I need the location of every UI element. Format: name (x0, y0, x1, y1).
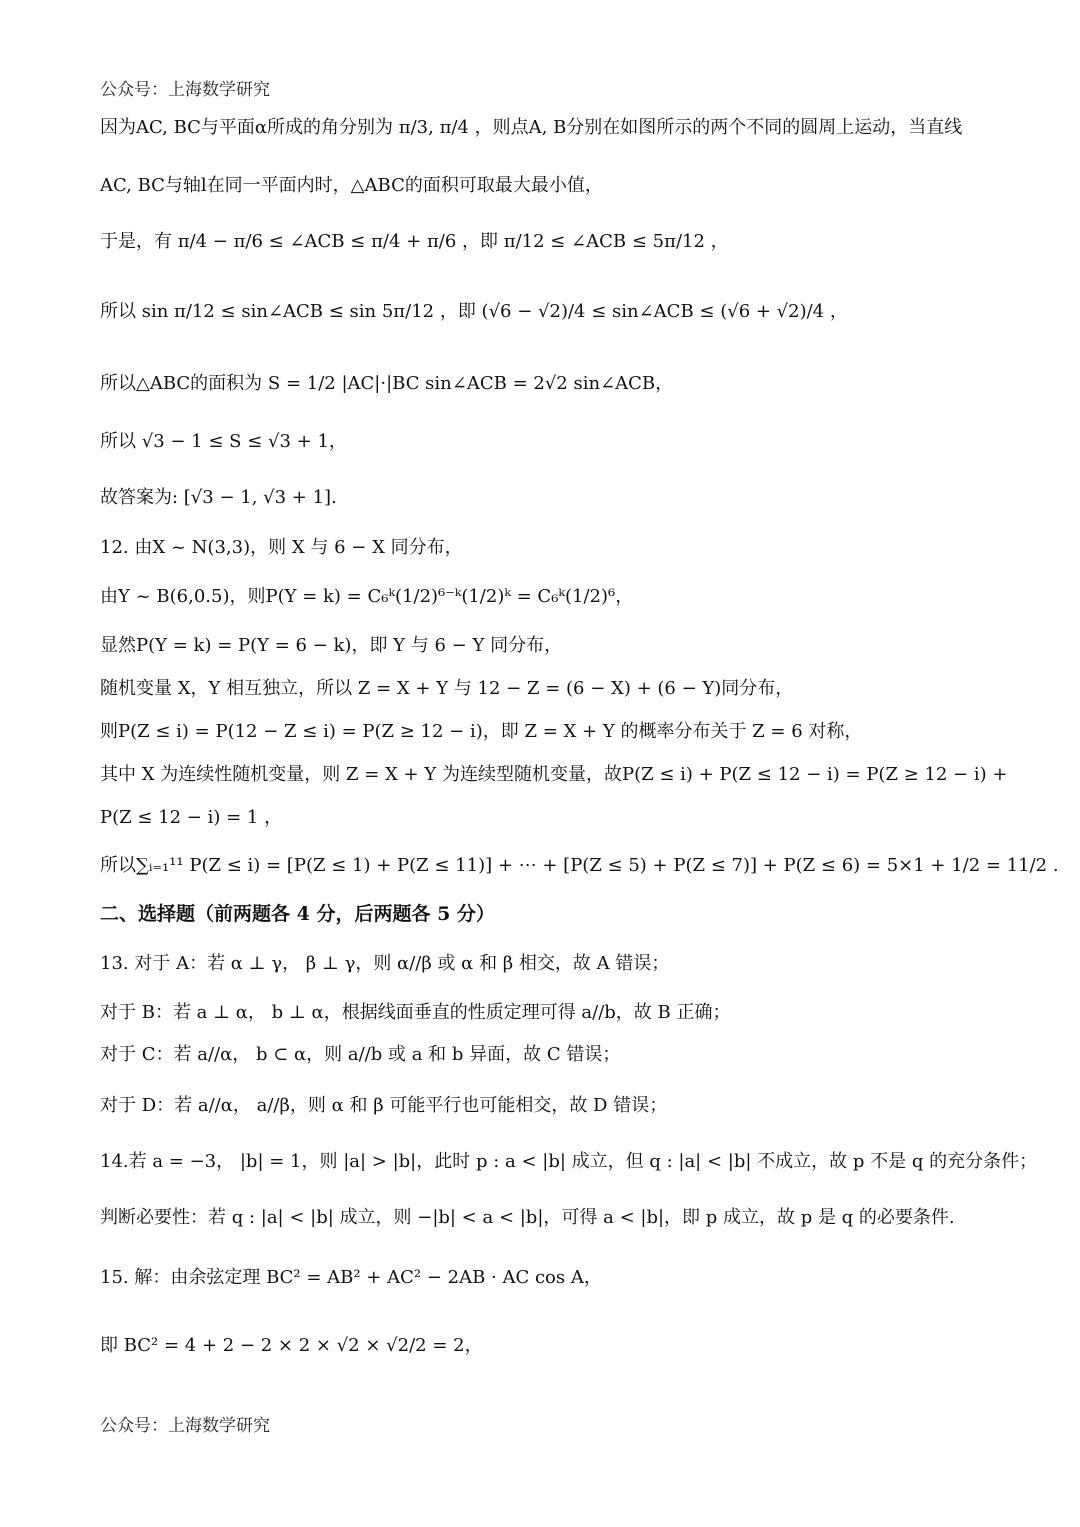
text-line: 13. 对于 A：若 α ⊥ γ， β ⊥ γ，则 α//β 或 α 和 β 相交，故 A 错误； (100, 953, 670, 974)
text-line: 对于 C：若 a//α， b ⊂ α，则 a//b 或 a 和 b 异面，故 C 错误； (100, 1044, 621, 1065)
page-footer: 公众号：上海数学研究 (100, 1416, 270, 1436)
text-line: 故答案为: [√3 − 1, √3 + 1]. (100, 487, 337, 508)
text-line: 14.若 a = −3， |b| = 1，则 |a| > |b|，此时 p : a < |b| 成立，但 q : |a| < |b| 不成立，故 p 不是 q 的充分条件； (100, 1151, 1038, 1172)
text-line: P(Z ≤ 12 − i) = 1 ， (100, 807, 283, 828)
text-line: 所以△ABC的面积为 S = 1/2 |AC|·|BC sin∠ACB = 2√2 sin∠ACB， (100, 373, 674, 394)
text-line: 随机变量 X，Y 相互独立，所以 Z = X + Y 与 12 − Z = (6 − X) + (6 − Y)同分布， (100, 678, 794, 699)
text-line: 所以∑ᵢ₌₁¹¹ P(Z ≤ i) = [P(Z ≤ 1) + P(Z ≤ 11)] + ⋯ + [P(Z ≤ 5) + P(Z ≤ 7)] + P(Z ≤ 6) = 5×1 + 1/2 = 11/2 . (100, 855, 1059, 876)
text-line: 对于 D：若 a//α， a//β，则 α 和 β 可能平行也可能相交，故 D 错误； (100, 1095, 668, 1116)
text-line: AC, BC与轴l在同一平面内时，△ABC的面积可取最大最小值， (100, 175, 603, 196)
text-line: 对于 B：若 a ⊥ α， b ⊥ α，根据线面垂直的性质定理可得 a//b，故 B 正确； (100, 1002, 731, 1023)
text-line: 因为AC, BC与平面α所成的角分别为 π/3, π/4 ，则点A, B分别在如图所示的两个不同的圆周上运动，当直线 (100, 117, 963, 138)
text-line: 所以 √3 − 1 ≤ S ≤ √3 + 1， (100, 431, 347, 452)
text-line: 12. 由X ~ N(3,3)，则 X 与 6 − X 同分布， (100, 537, 463, 558)
text-line: 15. 解：由余弦定理 BC² = AB² + AC² − 2AB · AC cos A， (100, 1267, 602, 1288)
text-line: 即 BC² = 4 + 2 − 2 × 2 × √2 × √2/2 = 2， (100, 1335, 483, 1356)
text-line: 显然P(Y = k) = P(Y = 6 − k)，即 Y 与 6 − Y 同分布， (100, 635, 563, 656)
page-header: 公众号：上海数学研究 (100, 80, 270, 100)
section-heading: 二、选择题（前两题各 4 分，后两题各 5 分） (100, 903, 495, 925)
text-line: 其中 X 为连续性随机变量，则 Z = X + Y 为连续型随机变量，故P(Z ≤ i) + P(Z ≤ 12 − i) = P(Z ≥ 12 − i) + (100, 764, 1008, 785)
text-line: 由Y ~ B(6,0.5)，则P(Y = k) = C₆ᵏ(1/2)⁶⁻ᵏ(1/2)ᵏ = C₆ᵏ(1/2)⁶， (100, 586, 634, 607)
text-line: 则P(Z ≤ i) = P(12 − Z ≤ i) = P(Z ≥ 12 − i)，即 Z = X + Y 的概率分布关于 Z = 6 对称， (100, 721, 863, 742)
text-line: 所以 sin π/12 ≤ sin∠ACB ≤ sin 5π/12 ，即 (√6 − √2)/4 ≤ sin∠ACB ≤ (√6 + √2)/4 ， (100, 301, 848, 322)
text-line: 于是，有 π/4 − π/6 ≤ ∠ACB ≤ π/4 + π/6 ，即 π/12 ≤ ∠ACB ≤ 5π/12 ， (100, 231, 729, 252)
text-line: 判断必要性：若 q : |a| < |b| 成立，则 −|b| < a < |b|，可得 a < |b|，即 p 成立，故 p 是 q 的必要条件. (100, 1207, 955, 1228)
